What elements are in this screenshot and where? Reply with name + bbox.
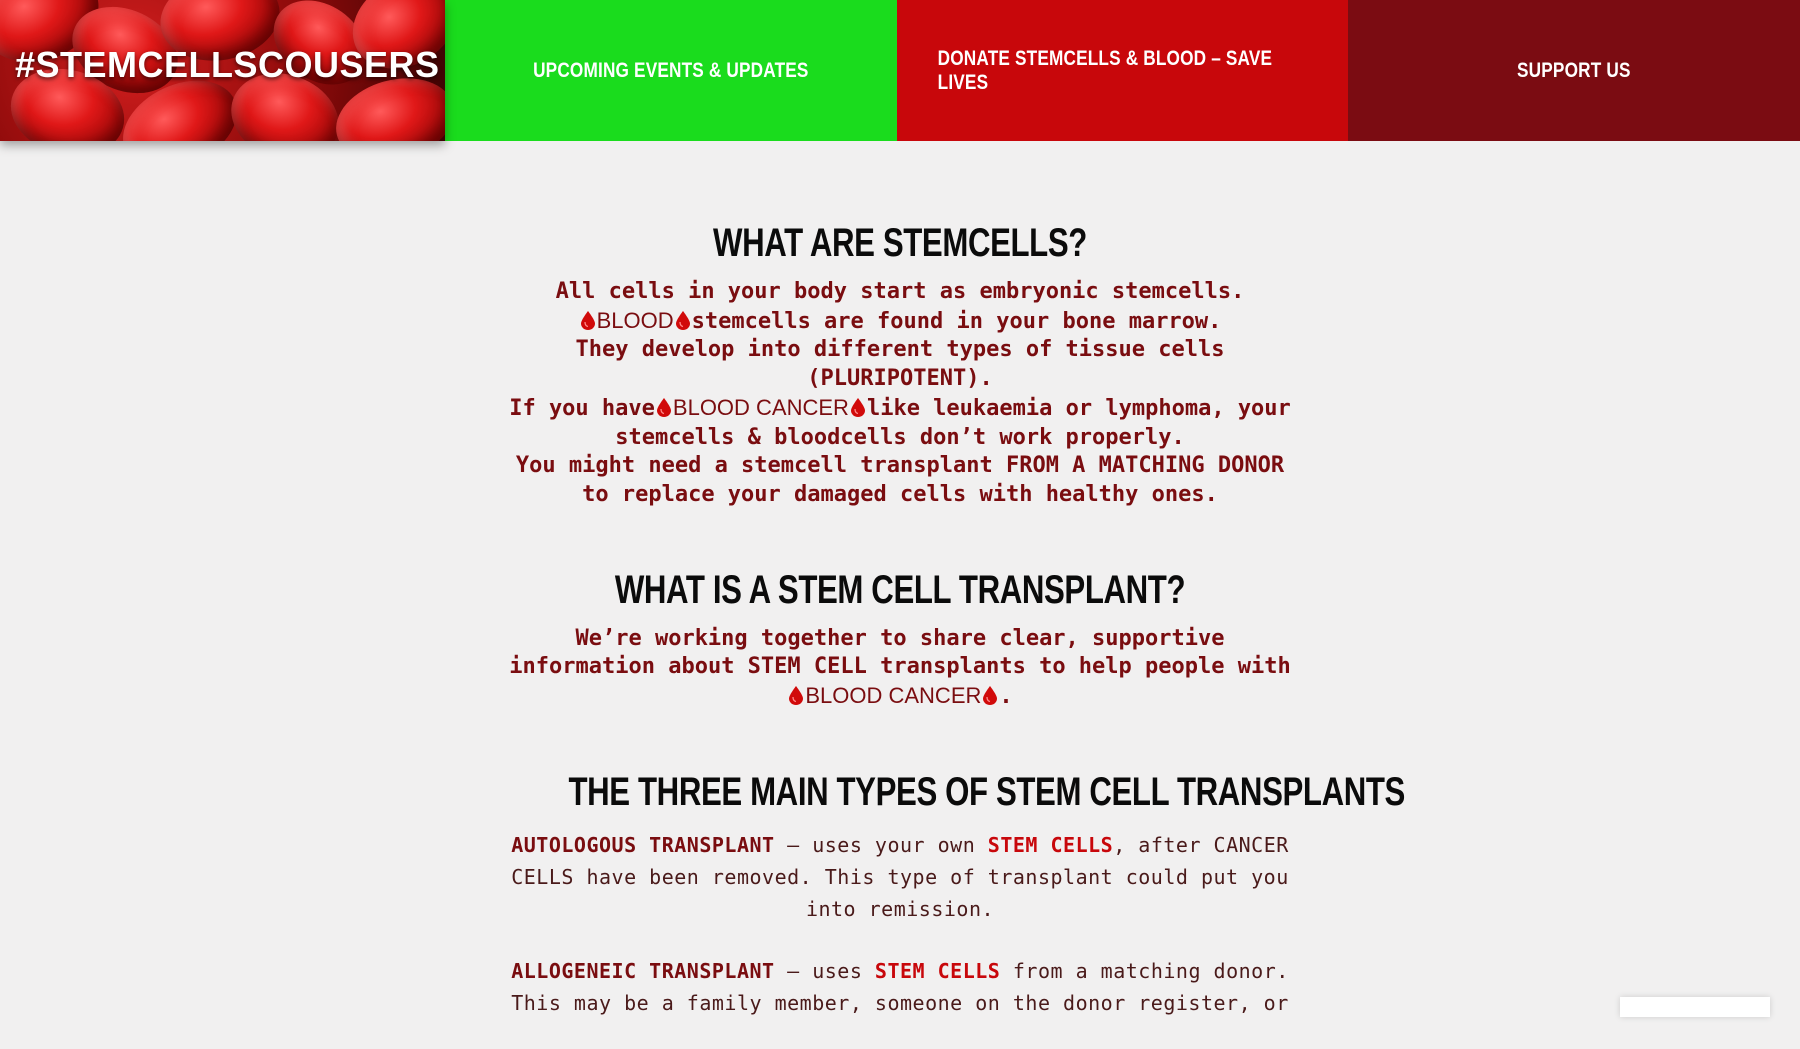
nav-support-us[interactable] [1348,0,1800,141]
lead-line: They develop into different types of tissue cells [575,337,1225,363]
lead-line [475,682,1325,712]
blood-drop-icon [657,398,671,417]
nav-donate-label[interactable]: DONATE STEMCELLS & BLOOD – SAVE LIVES [937,46,1272,94]
lead-line: All cells in your body start as embryonic stemcells. [555,279,1245,304]
lead-text: like leukaemia or lymphoma, your [866,395,1291,421]
blood-cancer-word: BLOOD CANCER [672,394,849,420]
lead-line [475,394,1325,424]
stem-cells-highlight: STEM CELLS [987,832,1114,857]
blood-drop-icon [581,311,595,330]
lead-line: information about STEM CELL transplants to help people with [509,654,1291,680]
section-lead [475,625,1325,712]
lead-text: . [999,684,1013,710]
body-text: , after CANCER CELLS have been removed. This type of transplant could put you into remission. [511,832,1289,921]
nav-upcoming-events-label[interactable]: UPCOMING EVENTS & UPDATES [533,58,809,82]
nav-support-us-label[interactable]: SUPPORT US [1517,58,1631,82]
blood-drop-icon [851,398,865,417]
blood-cancer-word: BLOOD CANCER [805,683,982,709]
transplant-term: AUTOLOGOUS TRANSPLANT [511,832,775,857]
main-content [0,141,1800,1049]
logo-text[interactable]: #STEMCELLSCOUSERS [15,44,440,85]
transplant-term: ALLOGENEIC TRANSPLANT [511,958,775,983]
lead-line: You might need a stemcell transplant FROM A MATCHING DONOR [515,453,1285,479]
transplant-type-autologous [500,829,1300,925]
site-header [0,0,1800,141]
transplant-type-allogeneic [500,955,1300,1019]
blood-drop-icon [676,311,690,330]
lead-line: We’re working together to share clear, supportive [575,625,1225,651]
floating-widget[interactable] [1620,997,1770,1017]
site-logo[interactable] [0,0,445,141]
blood-drop-icon [789,686,803,705]
blood-drop-icon [983,686,997,705]
lead-line: stemcells & bloodcells don’t work properly. [615,424,1185,450]
section-what-are-stemcells [475,141,1325,510]
lead-text: If you have [509,395,655,421]
section-what-is-transplant [475,510,1325,712]
lead-line [475,307,1325,337]
nav-donate[interactable] [897,0,1349,141]
section-three-types [475,712,1405,1019]
body-text: — uses your own [774,832,988,857]
section-title: WHAT ARE STEMCELLS? [713,221,1087,265]
blood-word: BLOOD [596,307,674,333]
lead-line: to replace your damaged cells with healthy ones. [582,481,1218,507]
section-title: THE THREE MAIN TYPES OF STEM CELL TRANSPLANTS [568,769,1405,814]
lead-text: stemcells are found in your bone marrow. [691,308,1222,334]
section-title: WHAT IS A STEM CELL TRANSPLANT? [614,567,1186,612]
nav-upcoming-events[interactable] [445,0,897,141]
body-text: from a matching donor. This may be a family member, someone on the donor register, or [511,958,1289,1015]
stem-cells-highlight: STEM CELLS [874,958,1001,983]
lead-line: (PLURIPOTENT). [807,366,993,392]
section-lead [475,278,1325,510]
body-text: — uses [774,958,875,983]
section-body [500,829,1300,1019]
